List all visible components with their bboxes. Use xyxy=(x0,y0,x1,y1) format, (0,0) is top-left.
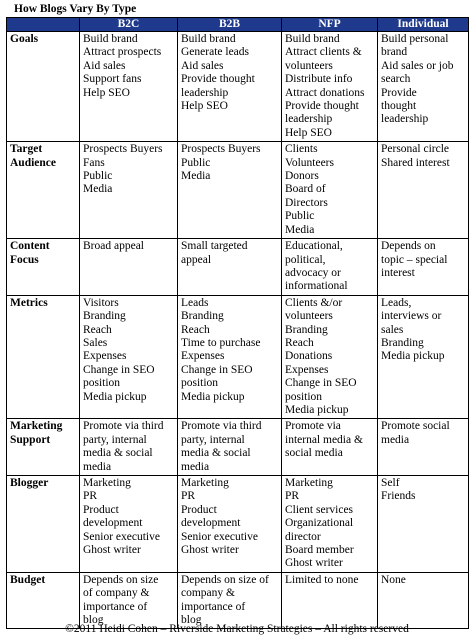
table-cell-b2b xyxy=(178,419,282,476)
table-cell-b2b xyxy=(178,295,282,419)
table-cell-b2b xyxy=(178,32,282,142)
cell-line: Promote social xyxy=(381,420,450,433)
row-header-line: Support xyxy=(10,433,51,446)
cell-line: party, internal xyxy=(181,433,245,446)
table-cell-individual xyxy=(378,476,469,573)
table-cell-nfp xyxy=(282,32,378,142)
cell-line: Clients xyxy=(285,143,318,156)
table-row xyxy=(7,476,469,573)
cell-line: Public xyxy=(181,156,211,169)
cell-line: Organizational xyxy=(285,517,354,530)
cell-line: media xyxy=(83,460,112,473)
cell-line: Promote via xyxy=(285,420,341,433)
cell-line: topic – special xyxy=(381,253,448,266)
cell-line: Change in SEO xyxy=(181,363,253,376)
table-cell-nfp xyxy=(282,239,378,296)
column-header-b2c: B2C xyxy=(80,18,178,32)
row-header-line: Audience xyxy=(10,156,56,169)
cell-line: Provide xyxy=(381,86,417,99)
page-title: How Blogs Vary By Type xyxy=(14,3,137,15)
cell-line: Leads xyxy=(181,296,209,309)
cell-line: sales xyxy=(381,323,404,336)
table-cell-individual xyxy=(378,142,469,239)
row-header xyxy=(7,239,80,296)
cell-line: Donations xyxy=(285,350,333,363)
header-row xyxy=(7,18,469,32)
cell-line: Expenses xyxy=(83,350,127,363)
cell-line: Build personal xyxy=(381,33,449,45)
cell-line: position xyxy=(285,390,323,403)
cell-line: Media pickup xyxy=(381,350,445,363)
cell-line: brand xyxy=(381,46,408,59)
cell-line: company & xyxy=(181,587,235,600)
cell-line: Reach xyxy=(83,323,112,336)
table-cell-b2c xyxy=(80,32,178,142)
cell-line: development xyxy=(181,517,241,530)
table-cell-b2b xyxy=(178,476,282,573)
cell-line: Marketing xyxy=(285,477,333,489)
cell-line: Build brand xyxy=(181,33,236,45)
column-header-individual: Individual xyxy=(378,18,469,32)
cell-line: Board member xyxy=(285,544,354,557)
cell-line: Public xyxy=(285,210,315,223)
table-cell-individual xyxy=(378,32,469,142)
cell-line: interest xyxy=(381,266,415,279)
cell-line: Public xyxy=(83,170,113,183)
cell-line: Sales xyxy=(83,336,108,349)
table-row xyxy=(7,419,469,476)
cell-line: political, xyxy=(285,253,326,266)
cell-line: Attract prospects xyxy=(83,46,162,59)
table-cell-individual xyxy=(378,419,469,476)
cell-line: Build brand xyxy=(83,33,138,45)
cell-line: Friends xyxy=(381,490,416,503)
cell-line: Distribute info xyxy=(285,73,353,86)
table-row xyxy=(7,142,469,239)
cell-line: Attract donations xyxy=(285,86,365,99)
cell-line: Prospects Buyers xyxy=(181,143,261,156)
table-row xyxy=(7,572,469,629)
cell-line: Limited to none xyxy=(285,573,359,586)
row-header-line: Goals xyxy=(10,33,39,45)
cell-line: Aid sales xyxy=(83,59,126,72)
cell-line: Media xyxy=(83,183,113,196)
row-header xyxy=(7,142,80,239)
cell-line: Board of xyxy=(285,183,326,196)
cell-line: Media xyxy=(181,170,211,183)
cell-line: volunteers xyxy=(285,310,333,323)
cell-line: Senior executive xyxy=(181,530,258,543)
row-header-line: Budget xyxy=(10,573,46,586)
cell-line: Help SEO xyxy=(83,86,130,99)
cell-line: Senior executive xyxy=(83,530,160,543)
cell-line: None xyxy=(381,573,406,586)
table-cell-nfp xyxy=(282,142,378,239)
cell-line: Donors xyxy=(285,170,319,183)
table-cell-b2c xyxy=(80,572,178,629)
cell-line: thought xyxy=(381,100,417,113)
table-body xyxy=(7,32,469,629)
cell-line: Product xyxy=(83,503,119,516)
cell-line: Media xyxy=(285,223,315,236)
cell-line: Aid sales or job xyxy=(381,59,454,72)
copyright-footer: ©2011 Heidi Cohen – Riverside Marketing Strategies – All rights reserved xyxy=(65,623,409,635)
row-header-line: Blogger xyxy=(10,477,49,489)
table-cell-nfp xyxy=(282,572,378,629)
row-header xyxy=(7,419,80,476)
table-row xyxy=(7,239,469,296)
cell-line: Attract clients & xyxy=(285,46,362,59)
cell-line: Build brand xyxy=(285,33,340,45)
row-header-line: Focus xyxy=(10,253,39,266)
cell-line: importance of xyxy=(83,600,148,613)
cell-line: leadership xyxy=(285,113,333,126)
table-cell-individual xyxy=(378,239,469,296)
cell-line: Branding xyxy=(83,310,126,323)
cell-line: Change in SEO xyxy=(285,377,357,390)
cell-line: Educational, xyxy=(285,240,343,253)
cell-line: informational xyxy=(285,280,348,293)
cell-line: media & social xyxy=(83,447,153,460)
table-cell-individual xyxy=(378,572,469,629)
cell-line: Branding xyxy=(181,310,224,323)
cell-line: Self xyxy=(381,477,400,489)
cell-line: volunteers xyxy=(285,59,333,72)
cell-line: PR xyxy=(181,490,196,503)
table-cell-b2b xyxy=(178,239,282,296)
cell-line: internal media & xyxy=(285,433,363,446)
cell-line: interviews or xyxy=(381,310,442,323)
column-header-b2b: B2B xyxy=(178,18,282,32)
cell-line: Small targeted xyxy=(181,240,248,253)
cell-line: Expenses xyxy=(285,363,329,376)
row-header-line: Metrics xyxy=(10,296,48,309)
cell-line: search xyxy=(381,73,411,86)
cell-line: Fans xyxy=(83,156,105,169)
cell-line: importance of xyxy=(181,600,246,613)
cell-line: Branding xyxy=(285,323,328,336)
cell-line: Reach xyxy=(285,336,314,349)
table-cell-b2c xyxy=(80,476,178,573)
cell-line: Help SEO xyxy=(181,100,228,113)
cell-line: Volunteers xyxy=(285,156,334,169)
cell-line: Depends on size of xyxy=(181,573,269,586)
cell-line: Leads, xyxy=(381,296,412,309)
table-cell-b2b xyxy=(178,572,282,629)
cell-line: of company & xyxy=(83,587,150,600)
table-cell-b2c xyxy=(80,419,178,476)
row-header-line: Marketing xyxy=(10,420,63,433)
cell-line: Generate leads xyxy=(181,46,250,59)
cell-line: blog xyxy=(181,614,202,627)
cell-line: social media xyxy=(285,447,343,460)
table-cell-b2b xyxy=(178,142,282,239)
cell-line: Media pickup xyxy=(83,390,147,403)
cell-line: leadership xyxy=(381,113,429,126)
cell-line: position xyxy=(83,377,121,390)
table-cell-nfp xyxy=(282,295,378,419)
corner-cell xyxy=(7,18,80,32)
cell-line: advocacy or xyxy=(285,266,341,279)
table-cell-b2c xyxy=(80,239,178,296)
cell-line: Broad appeal xyxy=(83,240,144,253)
row-header-line: Content xyxy=(10,240,50,253)
table-row xyxy=(7,295,469,419)
column-header-nfp: NFP xyxy=(282,18,378,32)
cell-line: Depends on size xyxy=(83,573,159,586)
row-header xyxy=(7,476,80,573)
cell-line: media xyxy=(181,460,210,473)
cell-line: Change in SEO xyxy=(83,363,155,376)
cell-line: Support fans xyxy=(83,73,142,86)
cell-line: Media pickup xyxy=(181,390,245,403)
cell-line: Shared interest xyxy=(381,156,450,169)
cell-line: Marketing xyxy=(181,477,229,489)
cell-line: media & social xyxy=(181,447,251,460)
table-cell-individual xyxy=(378,295,469,419)
cell-line: party, internal xyxy=(83,433,147,446)
cell-line: Marketing xyxy=(83,477,131,489)
cell-line: blog xyxy=(83,614,104,627)
cell-line: leadership xyxy=(181,86,229,99)
cell-line: Ghost writer xyxy=(83,544,141,557)
cell-line: media xyxy=(381,433,410,446)
cell-line: appeal xyxy=(181,253,212,266)
cell-line: Provide thought xyxy=(285,100,359,113)
blog-types-table xyxy=(6,17,469,629)
cell-line: Product xyxy=(181,503,217,516)
cell-line: Media pickup xyxy=(285,403,349,416)
cell-line: Help SEO xyxy=(285,126,332,139)
cell-line: PR xyxy=(83,490,98,503)
cell-line: Branding xyxy=(381,336,424,349)
cell-line: position xyxy=(181,377,219,390)
cell-line: development xyxy=(83,517,143,530)
row-header xyxy=(7,572,80,629)
cell-line: Reach xyxy=(181,323,210,336)
cell-line: Ghost writer xyxy=(285,557,343,570)
table-cell-b2c xyxy=(80,295,178,419)
cell-line: Depends on xyxy=(381,240,436,253)
cell-line: Client services xyxy=(285,503,354,516)
row-header xyxy=(7,32,80,142)
cell-line: PR xyxy=(285,490,300,503)
cell-line: Clients &/or xyxy=(285,296,343,309)
cell-line: Directors xyxy=(285,196,328,209)
cell-line: Visitors xyxy=(83,296,119,309)
cell-line: director xyxy=(285,530,321,543)
cell-line: Ghost writer xyxy=(181,544,239,557)
cell-line: Promote via third xyxy=(83,420,164,433)
cell-line: Provide thought xyxy=(181,73,255,86)
table-cell-nfp xyxy=(282,419,378,476)
row-header xyxy=(7,295,80,419)
row-header-line: Target xyxy=(10,143,43,156)
table-row xyxy=(7,32,469,142)
table-cell-b2c xyxy=(80,142,178,239)
cell-line: Personal circle xyxy=(381,143,450,156)
cell-line: Promote via third xyxy=(181,420,262,433)
cell-line: Aid sales xyxy=(181,59,224,72)
cell-line: Prospects Buyers xyxy=(83,143,163,156)
cell-line: Expenses xyxy=(181,350,225,363)
table-cell-nfp xyxy=(282,476,378,573)
cell-line: Time to purchase xyxy=(181,336,261,349)
